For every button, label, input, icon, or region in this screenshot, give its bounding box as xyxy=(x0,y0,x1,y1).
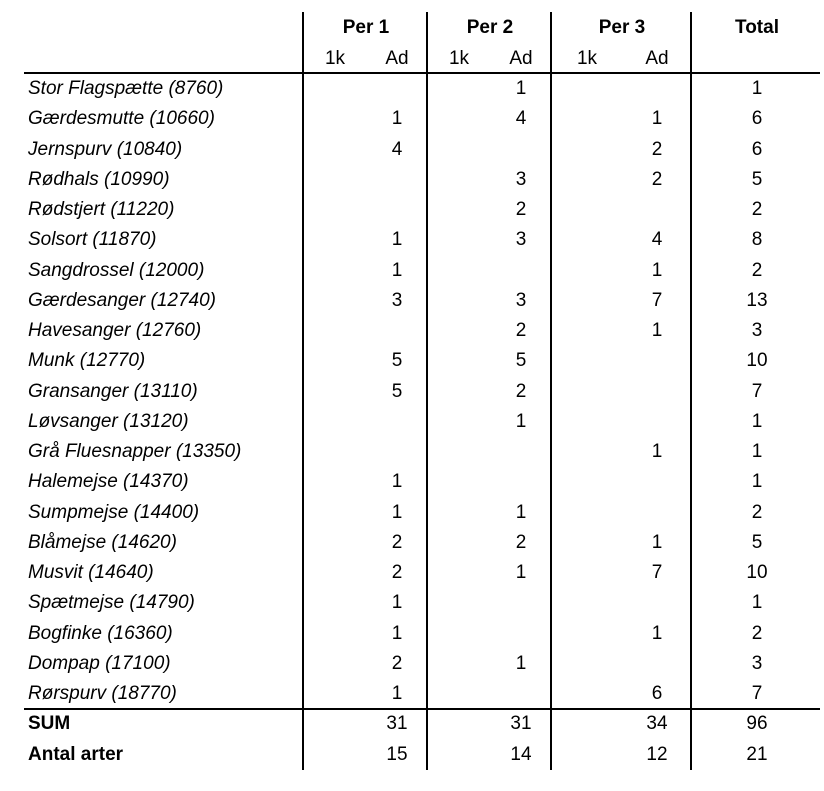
cell-p3ad: 1 xyxy=(651,441,663,462)
header-per3: Per 3 xyxy=(598,17,646,38)
cell-p2ad: 3 xyxy=(515,289,527,311)
header-total: Total xyxy=(735,17,779,38)
summary-label: SUM xyxy=(28,713,71,734)
cell-p3ad: 34 xyxy=(646,713,668,734)
cell-p2ad: 3 xyxy=(515,168,527,190)
cell-total: 5 xyxy=(751,531,763,553)
species-name: Solsort (11870) xyxy=(28,229,157,251)
cell-p2ad: 1 xyxy=(515,652,527,674)
cell-total: 2 xyxy=(751,622,763,644)
cell-total: 13 xyxy=(746,289,768,311)
cell-total: 8 xyxy=(751,229,763,251)
species-name: Sangdrossel (12000) xyxy=(28,259,205,281)
cell-p3ad: 1 xyxy=(651,108,663,130)
species-name: Grå Fluesnapper (13350) xyxy=(28,441,242,462)
cell-p3ad: 4 xyxy=(651,229,663,251)
cell-p2ad: 1 xyxy=(515,501,527,523)
species-name: Løvsanger (13120) xyxy=(28,410,189,432)
species-name: Halemejse (14370) xyxy=(28,471,189,493)
cell-p2ad: 2 xyxy=(515,531,527,553)
cell-p2ad: 2 xyxy=(515,320,527,341)
cell-p1ad: 2 xyxy=(391,652,403,674)
cell-p1ad: 31 xyxy=(386,713,408,734)
subheader-per3-1k: 1k xyxy=(576,48,598,69)
column-divider xyxy=(690,12,692,770)
cell-p1ad: 1 xyxy=(391,683,403,704)
cell-p1ad: 1 xyxy=(391,471,403,493)
species-name: Musvit (14640) xyxy=(28,562,154,583)
cell-p3ad: 2 xyxy=(651,138,663,160)
cell-total: 6 xyxy=(751,138,763,160)
cell-p3ad: 12 xyxy=(646,743,668,765)
cell-p1ad: 1 xyxy=(391,108,403,130)
cell-p1ad: 1 xyxy=(391,501,403,523)
cell-total: 1 xyxy=(751,78,763,99)
cell-p2ad: 1 xyxy=(515,562,527,583)
column-divider xyxy=(302,12,304,770)
cell-p1ad: 5 xyxy=(391,380,403,402)
cell-p1ad: 15 xyxy=(386,743,408,765)
cell-p3ad: 6 xyxy=(651,683,663,704)
cell-total: 10 xyxy=(746,562,768,583)
cell-p1ad: 1 xyxy=(391,622,403,644)
subheader-per1-1k: 1k xyxy=(324,48,346,69)
cell-p2ad: 1 xyxy=(515,410,527,432)
cell-p1ad: 2 xyxy=(391,562,403,583)
cell-total: 2 xyxy=(751,501,763,523)
species-name: Dompap (17100) xyxy=(28,652,171,674)
species-name: Blåmejse (14620) xyxy=(28,531,177,553)
species-name: Bogfinke (16360) xyxy=(28,622,173,644)
cell-total: 21 xyxy=(746,743,768,765)
subheader-per3-ad: Ad xyxy=(645,48,669,69)
species-name: Rørspurv (18770) xyxy=(28,683,177,704)
cell-total: 5 xyxy=(751,168,763,190)
cell-p3ad: 2 xyxy=(651,168,663,190)
cell-p1ad: 2 xyxy=(391,531,403,553)
cell-p1ad: 3 xyxy=(391,289,403,311)
species-name: Gærdesanger (12740) xyxy=(28,289,216,311)
cell-p2ad: 5 xyxy=(515,350,527,372)
cell-total: 1 xyxy=(751,441,763,462)
header-per1: Per 1 xyxy=(342,17,390,38)
cell-p2ad: 31 xyxy=(510,713,532,734)
cell-p3ad: 7 xyxy=(651,562,663,583)
cell-p3ad: 1 xyxy=(651,531,663,553)
species-name: Havesanger (12760) xyxy=(28,320,202,341)
cell-p1ad: 1 xyxy=(391,229,403,251)
species-name: Rødstjert (11220) xyxy=(28,199,175,220)
cell-total: 7 xyxy=(751,380,763,402)
cell-p3ad: 1 xyxy=(651,259,663,281)
cell-total: 6 xyxy=(751,108,763,130)
cell-total: 96 xyxy=(746,713,768,734)
cell-p1ad: 4 xyxy=(391,138,403,160)
subheader-per1-ad: Ad xyxy=(385,48,409,69)
header-divider xyxy=(24,72,820,74)
cell-p2ad: 2 xyxy=(515,199,527,220)
header-per2: Per 2 xyxy=(466,17,514,38)
cell-p1ad: 1 xyxy=(391,592,403,614)
species-name: Jernspurv (10840) xyxy=(28,138,183,160)
cell-total: 1 xyxy=(751,592,763,614)
species-name: Gransanger (13110) xyxy=(28,380,198,402)
cell-total: 1 xyxy=(751,471,763,493)
species-name: Rødhals (10990) xyxy=(28,168,170,190)
cell-total: 3 xyxy=(751,652,763,674)
cell-p1ad: 5 xyxy=(391,350,403,372)
cell-p2ad: 2 xyxy=(515,380,527,402)
column-divider xyxy=(550,12,552,770)
species-name: Spætmejse (14790) xyxy=(28,592,195,614)
cell-total: 3 xyxy=(751,320,763,341)
cell-total: 7 xyxy=(751,683,763,704)
sum-divider xyxy=(24,708,820,710)
cell-p2ad: 3 xyxy=(515,229,527,251)
species-name: Gærdesmutte (10660) xyxy=(28,108,215,130)
species-name: Munk (12770) xyxy=(28,350,146,372)
cell-p2ad: 1 xyxy=(515,78,527,99)
cell-p3ad: 1 xyxy=(651,622,663,644)
cell-p3ad: 1 xyxy=(651,320,663,341)
column-divider xyxy=(426,12,428,770)
cell-p3ad: 7 xyxy=(651,289,663,311)
species-name: Stor Flagspætte (8760) xyxy=(28,78,224,99)
cell-p1ad: 1 xyxy=(391,259,403,281)
summary-label: Antal arter xyxy=(28,743,124,765)
cell-total: 2 xyxy=(751,259,763,281)
cell-total: 10 xyxy=(746,350,768,372)
cell-total: 1 xyxy=(751,410,763,432)
subheader-per2-ad: Ad xyxy=(509,48,533,69)
subheader-per2-1k: 1k xyxy=(448,48,470,69)
cell-p2ad: 4 xyxy=(515,108,527,130)
cell-total: 2 xyxy=(751,199,763,220)
species-name: Sumpmejse (14400) xyxy=(28,501,200,523)
cell-p2ad: 14 xyxy=(510,743,532,765)
